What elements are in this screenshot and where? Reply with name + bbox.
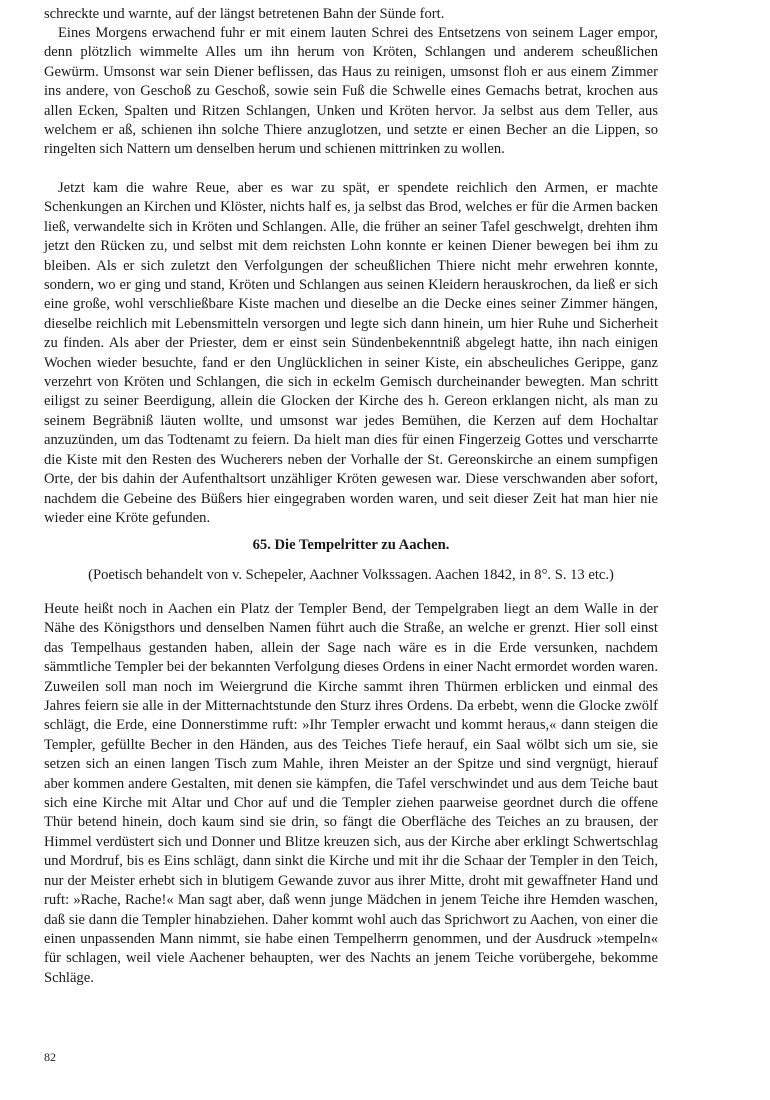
section-title: 65. Die Tempelritter zu Aachen.: [252, 537, 450, 553]
paragraph-continuation: schreckte und warnte, auf der längst betretenen Bahn der Sünde fort.: [44, 6, 445, 22]
page-number: 82: [44, 1050, 56, 1064]
section-source-note: (Poetisch behandelt von v. Schepeler, Aachner Volkssagen. Aachen 1842, in 8°. S. 13 etc.): [88, 567, 614, 583]
paragraph-morning: Eines Morgens erwachend fuhr er mit einem lauten Schrei des Entsetzens von seinem Lager empor, denn plötzlich wimmelte Alles um ihn herum von Kröten, Schlangen und anderem scheußlichen Gewürm. Umsonst war sein Diener beflissen, das Haus zu reinigen, umsonst floh er aus einem Zimmer ins andere, von Geschoß zu Geschoß, sowie sein Fuß die Schwelle eines Gemachs betrat, krochen aus allen Ecken, Spalten und Ritzen Schlangen, Unken und Kröten hervor. Ja selbst aus dem Teller, aus welchem er aß, schienen ihn solche Thiere anzuglotzen, und setzte er einen Becher an die Lippen, so ringelten sich Nattern um denselben herum und schienen mittrinken zu wollen.: [44, 25, 658, 158]
paragraph-repentance: Jetzt kam die wahre Reue, aber es war zu spät, er spendete reichlich den Armen, er machte Schenkungen an Kirchen und Klöster, nichts half es, ja selbst das Brod, welches er für die Armen backen ließ, verwandelte sich in Kröten und Schlangen. Alle, die früher an seiner Tafel geschwelgt, drehten ihm jetzt den Rücken zu, und selbst mit dem reichsten Lohn konnte er keinen Diener bewegen bei ihm zu bleiben. Als er sich zuletzt den Verfolgungen der scheußlichen Thiere nicht mehr erwehren konnte, sondern, wo er ging und stand, Kröten und Schlangen aus seinen Kleidern herauskrochen, da ließ er sich eine große, wohl verschließbare Kiste machen und dieselbe an die Decke eines seiner Zimmer hängen, dieselbe reichlich mit Lebensmitteln versorgen und legte sich dann hinein, um hier Ruhe und Sicherheit zu finden. Als aber der Priester, dem er einst sein Sündenbekenntniß abgelegt hatte, ihn nach einigen Wochen wieder besuchte, fand er den Unglücklichen in seiner Kiste, ein abscheuliches Gerippe, ganz verzehrt von Kröten und Schlangen, die sich in eckelm Gemisch durcheinander bewegten. Man schritt eiligst zu seiner Beerdigung, allein die Glocken der Kirche des h. Gereon erklangen nicht, als man zu seinem Begräbniß läuten wollte, und umsonst war jedes Bemühen, die Kerzen auf dem Hochaltar anzuzünden, um das Todtenamt zu feiern. Da hielt man dies für einen Fingerzeig Gottes und verscharrte die Kiste mit den Resten des Wucherers neben der Vorhalle der St. Gereonskirche an einem sumpfigen Orte, der bis dahin der Aufenthaltsort unzähliger Kröten gewesen war. Diese verschwanden aber sofort, nachdem die Gebeine des Büßers hier eingegraben worden waren, und seit dieser Zeit hat man hier nie wieder eine Kröte gefunden.: [44, 180, 658, 526]
paragraph-templars: Heute heißt noch in Aachen ein Platz der Templer Bend, der Tempelgraben liegt an dem Walle in der Nähe des Königsthors und denselben Namen führt auch die Straße, an welche er grenzt. Hier soll einst das Tempelhaus gestanden haben, allein der Sage nach wäre es in die Erde versunken, nachdem sämmtliche Templer bei der bekannten Verfolgung dieses Ordens in einer Nacht ermordet worden waren. Zuweilen soll man noch im Weiergrund die Kirche sammt ihren Thürmen erblicken und einmal des Jahres feiern sie alle in der Mitternachtstunde den Sturz ihres Ordens. Da erbebt, wenn die Glocke zwölf schlägt, die Erde, eine Donnerstimme ruft: »Ihr Templer erwacht und kommt heraus,« dann steigen die Templer, gefüllte Becher in den Händen, aus des Teiches Tiefe herauf, ein Saal wölbt sich um sie, sie setzen sich an einen langen Tisch zum Mahle, ihren Meister an der Spitze und sind vergnügt, hierauf aber kommen andere Gestalten, mit denen sie kämpfen, die Tafel verschwindet und aus dem Teiche baut sich eine Kirche mit Altar und Chor auf und die Templer ziehen paarweise geordnet durch die offene Thür betend hinein, doch kaum sind sie drin, so fängt die Oberfläche des Teiches an zu brausen, der Himmel verdüstert sich und Donner und Blitze kreuzen sich, aus der Kirche aber erklingt Schwertschlag und Mordruf, bis es Eins schlägt, dann sinkt die Kirche und mit ihr die Schaar der Templer in den Teich, nur der Meister erhebt sich in blutigem Gewande zuvor aus ihrer Mitte, droht mit gewaffneter Hand und ruft: »Rache, Rache!« Man sagt aber, daß wenn junge Mädchen in jenem Teiche ihre Hemden waschen, daß sie dann die Templer hinabziehen. Daher kommt wohl auch das Sprichwort zu Aachen, von einer die einen unpassenden Mann nimmt, sie habe einen Tempelherrn genommen, und der Ausdruck »tempeln« für schlagen, weil viele Aachener behaupten, wer des Nachts an jenem Teiche vorübergehe, bekomme Schläge.: [44, 601, 658, 986]
